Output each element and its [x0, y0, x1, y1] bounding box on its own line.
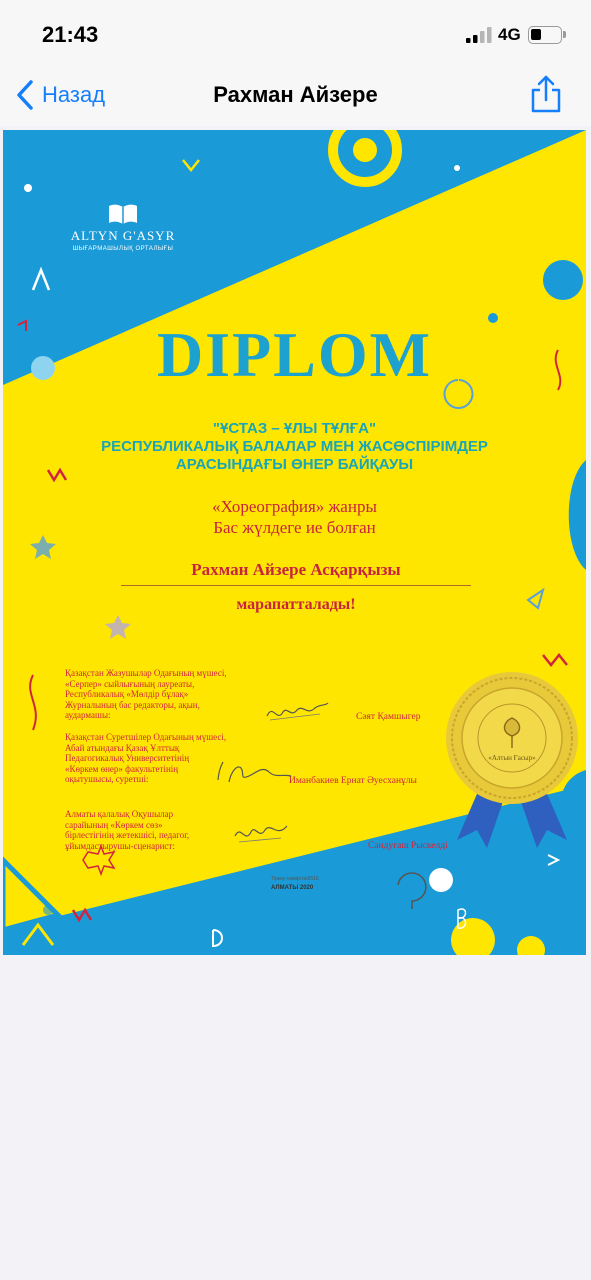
signatory-title: [65, 668, 265, 721]
signatory-line: ұйымдастырушы-сценарист:: [65, 840, 175, 851]
share-icon[interactable]: [528, 74, 564, 114]
page-title: Рахман Айзере: [213, 82, 378, 107]
prize-line: Бас жүлдеге ие болған: [213, 518, 376, 537]
genre-line: «Хореография» жанры: [212, 497, 377, 516]
back-label: Назад: [42, 82, 106, 107]
signatory-line: «Серпер» сыйлығының лауреаты,: [65, 678, 195, 689]
contest-title: [43, 420, 546, 474]
recipient-name: Рахман Айзере Асқарқызы: [191, 560, 401, 579]
signal-icon: [466, 27, 492, 43]
battery-tip: [563, 31, 566, 38]
signatory-line: оқытушысы, суретші:: [65, 774, 149, 784]
signatory-line: «Көркем өнер» факультетінің: [65, 763, 179, 774]
signature-scribble: [231, 818, 291, 848]
chevron-left-icon: [14, 79, 36, 111]
signatory-name: Сандуғаш Рыскелді: [368, 841, 448, 851]
contest-line: РЕСПУБЛИКАЛЫҚ БАЛАЛАР МЕН ЖАСӨСПІРІМДЕР: [101, 438, 488, 455]
logo-subtitle: ШЫҒАРМАШЫЛЫҚ ОРТАЛЫҒЫ: [72, 246, 174, 252]
status-bar: [0, 0, 591, 64]
signatory-line: бірлестігінің жетекшісі, педагог,: [65, 830, 190, 840]
signatory-line: Қазақстан Жазушылар Одағының мүшесі,: [65, 668, 227, 678]
signatory-line: Педагогикалық Университетінің: [65, 753, 190, 763]
contest-line: "ҰСТАЗ – ҰЛЫ ТҰЛҒА": [212, 420, 377, 437]
recipient-underline: [121, 585, 471, 586]
contest-line: АРАСЫНДАҒЫ ӨНЕР БАЙҚАУЫ: [175, 456, 414, 473]
award-description: [63, 496, 526, 538]
registration-number: Тіркеу нөмірі №5516: [271, 876, 319, 882]
signatory-line: Республикалық «Мөлдір бұлақ»: [65, 689, 189, 699]
navigation-bar: [0, 64, 591, 126]
signature-scribble: [265, 698, 330, 726]
battery-icon: [528, 26, 562, 44]
network-type: 4G: [498, 25, 521, 44]
back-button[interactable]: [14, 78, 105, 112]
logo-name: ALTYN G'ASYR: [70, 228, 176, 243]
signatory-line: Алматы қалалық Оқушылар: [65, 809, 174, 819]
book-icon: [108, 203, 138, 225]
signatory-line: Қазақстан Суретшілер Одағының мүшесі,: [65, 732, 227, 742]
signatory-line: Журналының бас редакторы, ақын,: [65, 699, 200, 710]
gold-seal-icon: [443, 670, 581, 848]
seal-text: «Алтын Ғасыр»: [488, 754, 536, 762]
signatory-line: Абай атындағы Қазақ Ұлттық: [65, 742, 180, 753]
status-time: 21:43: [42, 22, 99, 47]
signatory-name: Сәят Қамшыгер: [356, 712, 421, 722]
awarded-text: марапатталады!: [236, 596, 356, 613]
signatory-name: Иманбакиев Ернат Әуесханұлы: [289, 776, 417, 786]
signatory-line: аудармашы:: [65, 710, 111, 720]
signatory-line: сарайының «Көркем сөз»: [65, 819, 163, 830]
diploma-document[interactable]: [3, 130, 586, 955]
signature-scribble: [213, 758, 293, 788]
city-year: АЛМАТЫ 2020: [271, 885, 314, 891]
diploma-heading: DIPLOM: [156, 319, 433, 390]
organization-logo: [63, 203, 183, 252]
